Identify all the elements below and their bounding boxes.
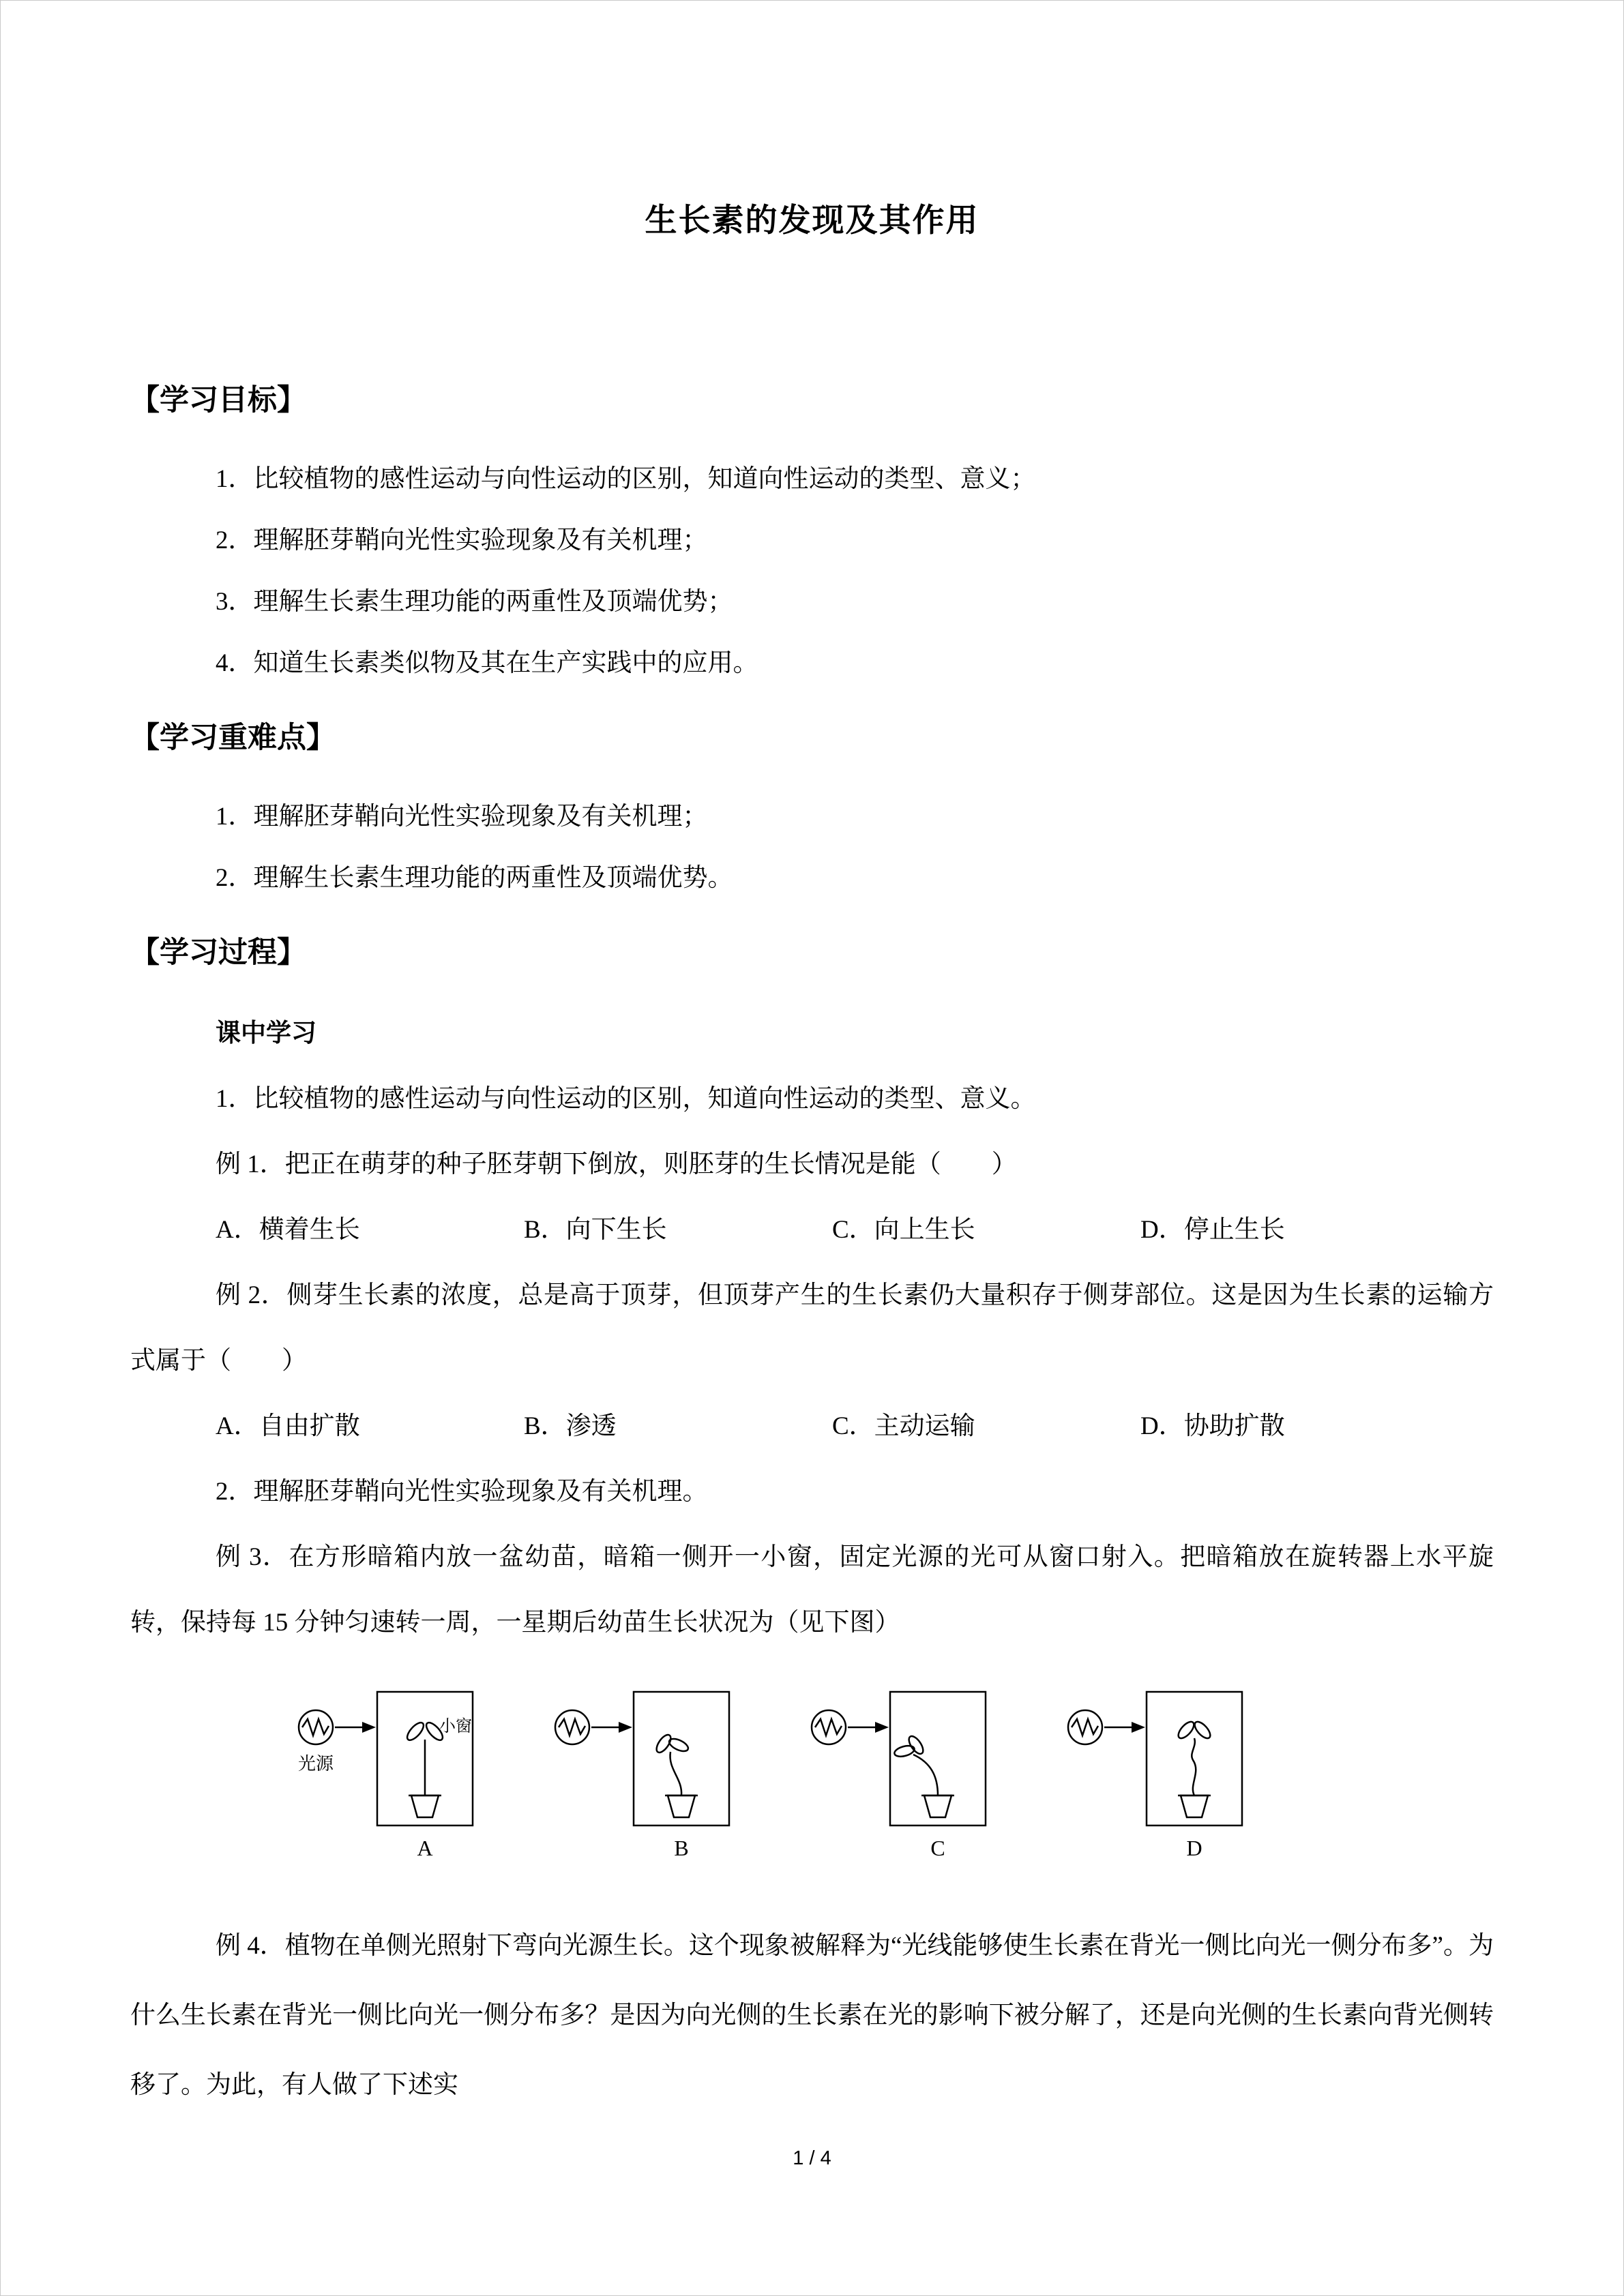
option-d: D．协助扩散 [1140, 1412, 1285, 1440]
panel-letter: A [417, 1836, 433, 1860]
seedling-stem [913, 1755, 938, 1795]
example-1-options [130, 1197, 1494, 1263]
option-c: C．向上生长 [832, 1216, 975, 1244]
section-heading-keypoints: 【学习重难点】 [130, 722, 336, 754]
option-b: B．向下生长 [524, 1216, 667, 1244]
objective-item: 1．比较植物的感性运动与向性运动的区别，知道向性运动的类型、意义； [216, 465, 1036, 493]
section-heading-objectives: 【学习目标】 [130, 385, 306, 417]
dark-box [890, 1692, 986, 1825]
pot [668, 1795, 695, 1817]
light-filament-icon [302, 1719, 329, 1735]
keypoints-list [130, 786, 1494, 909]
example-4-stem: 例 4．植物在单侧光照射下弯向光源生长。这个现象被解释为“光线能够使生长素在背光一侧比向光一侧分布多”。为什么生长素在背光一侧比向光一侧分布多？是因为向光侧的生长素在光的影响下被分解了，还是向光侧的生长素向背光侧转移了。为此，有人做了下述实 [130, 1932, 1494, 2099]
option-a: A．横着生长 [216, 1216, 360, 1244]
light-arrowhead [1132, 1722, 1145, 1733]
panel-letter: D [1186, 1836, 1202, 1860]
option-d: D．停止生长 [1140, 1216, 1285, 1244]
panel-letter: B [674, 1836, 689, 1860]
light-arrowhead [619, 1722, 632, 1733]
objective-item: 3．理解生长素生理功能的两重性及顶端优势； [216, 588, 733, 616]
light-arrowhead [362, 1722, 376, 1733]
pot [411, 1795, 439, 1817]
pot [1181, 1795, 1208, 1817]
seedling-leaf [1176, 1719, 1196, 1741]
light-arrowhead [875, 1722, 889, 1733]
page-content [1, 1, 1623, 2120]
option-c: C．主动运输 [832, 1412, 975, 1440]
section-heading-process: 【学习过程】 [130, 937, 306, 969]
dark-box [1147, 1692, 1242, 1825]
diagram-panel-c [800, 1686, 1032, 1867]
option-b: B．渗透 [524, 1412, 617, 1440]
diagram-panel-d [1057, 1686, 1288, 1867]
example-1-stem: 例 1．把正在萌芽的种子胚芽朝下倒放，则胚芽的生长情况是能（ ） [216, 1150, 1017, 1178]
experiment-diagram [130, 1656, 1494, 1874]
seedling-leaf [1192, 1719, 1213, 1741]
example-3-stem: 例 3．在方形暗箱内放一盆幼苗，暗箱一侧开一小窗，固定光源的光可从窗口射入。把暗箱放在旋转器上水平旋转，保持每 15 分钟匀速转一周，一星期后幼苗生长状况为（见下图） [130, 1543, 1494, 1637]
light-filament-icon [1072, 1719, 1098, 1735]
process-point-2: 2．理解胚芽鞘向光性实验现象及有关机理。 [216, 1478, 708, 1506]
light-filament-icon [559, 1719, 585, 1735]
example-2-stem: 例 2．侧芽生长素的浓度，总是高于顶芽，但顶芽产生的生长素仍大量积存于侧芽部位。这是因为生长素的运输方式属于（ ） [130, 1281, 1494, 1375]
subsection-heading-in-class: 课中学习 [216, 1019, 316, 1047]
diagram-panel-b [544, 1686, 776, 1867]
page-number: 1 / 4 [793, 2147, 831, 2169]
window-label: 小窗 [439, 1718, 472, 1735]
keypoint-item: 1．理解胚芽鞘向光性实验现象及有关机理； [216, 803, 708, 831]
seedling-stem [670, 1752, 682, 1795]
pot [924, 1795, 951, 1817]
dark-box [634, 1692, 729, 1825]
option-a: A．自由扩散 [216, 1412, 360, 1440]
objective-item: 2．理解胚芽鞘向光性实验现象及有关机理； [216, 526, 708, 554]
keypoint-item: 2．理解生长素生理功能的两重性及顶端优势。 [216, 864, 733, 892]
page-title: 生长素的发现及其作用 [645, 203, 979, 239]
seedling-stem [1192, 1738, 1196, 1795]
diagram-panel-a [287, 1686, 519, 1867]
light-filament-icon [815, 1719, 842, 1735]
seedling-leaf [894, 1744, 916, 1758]
panel-letter: C [930, 1836, 945, 1860]
light-source-label: 光源 [297, 1754, 334, 1774]
example-2-options [130, 1394, 1494, 1459]
objective-item: 4．知道生长素类似物及其在生产实践中的应用。 [216, 649, 758, 677]
objectives-list [130, 449, 1494, 694]
process-point-1: 1．比较植物的感性运动与向性运动的区别，知道向性运动的类型、意义。 [216, 1085, 1036, 1113]
seedling-leaf [667, 1736, 690, 1753]
seedling-leaf [404, 1720, 426, 1742]
